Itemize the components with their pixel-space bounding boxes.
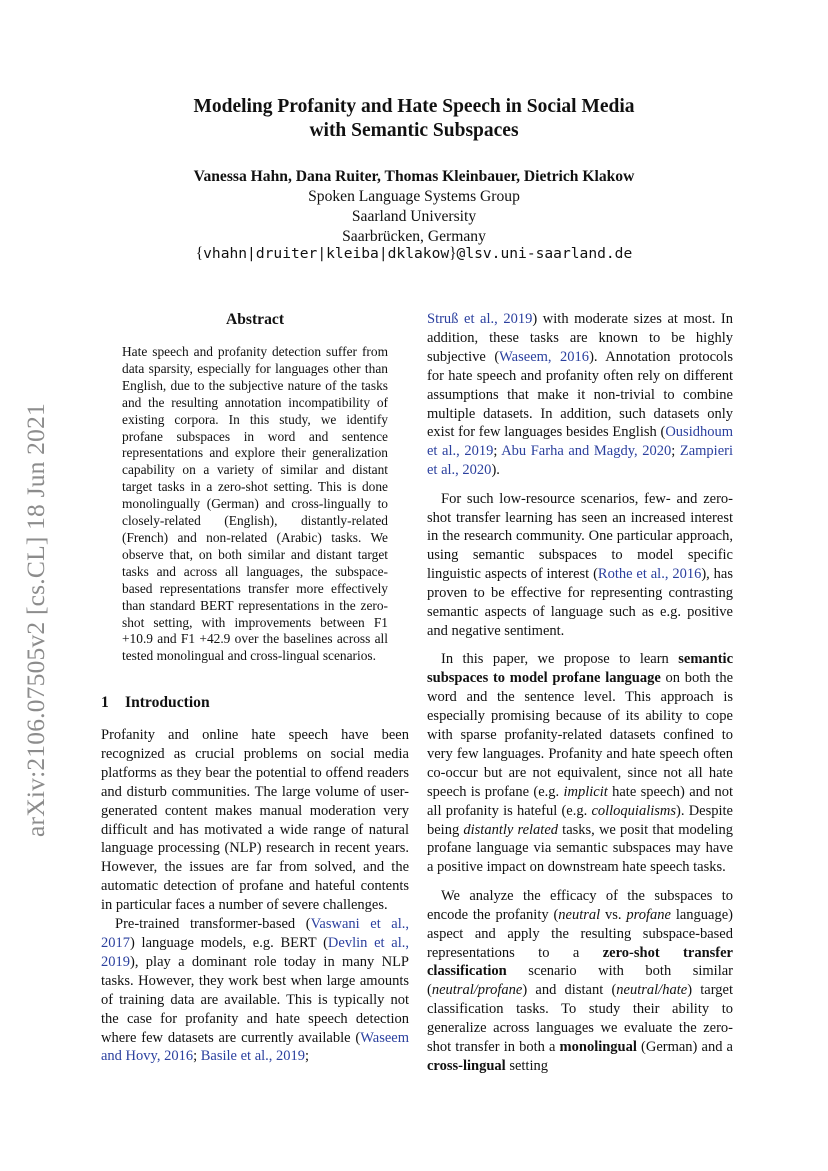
abstract-heading: Abstract xyxy=(225,311,285,328)
citation-link[interactable]: Waseem and Hovy, 2016 xyxy=(101,1029,409,1065)
email-usernames: vhahn|druiter|kleiba|dklakow xyxy=(203,245,450,262)
citation-link[interactable]: Abu Farha and Magdy, 2020 xyxy=(501,443,672,460)
title-line-2: with Semantic Subspaces xyxy=(309,120,519,141)
left-column-body xyxy=(101,726,409,1066)
citation-link[interactable]: Basile et al., 2019 xyxy=(200,1048,306,1065)
right-paragraph-2: For such low-resource scenarios, few- and zero-shot transfer learning has seen an increased interest in the research community. One particular approach, using semantic subspaces to model specific linguistic aspects of interest (Rothe et al., 2016), has proven to be effective for representing contrasting semantic aspects of language such as e.g. positive and negative sentiment. xyxy=(427,490,733,639)
email-brace-close: } xyxy=(449,245,457,262)
author-emails xyxy=(0,245,828,263)
affiliation-block xyxy=(0,187,828,247)
section-heading-introduction xyxy=(101,694,210,712)
right-paragraph-4: We analyze the efficacy of the subspaces to encode the profanity (neutral vs. profane language) aspect and apply the resulting subspace-based representations to a zero-shot transfer classification scenario with both similar (neutral/profane) and distant (neutral/hate) target classification tasks. To study their ability to generalize across languages we evaluate the zero-shot transfer in both a monolingual (German) and a cross-lingual setting xyxy=(427,887,733,1074)
affiliation-group: Spoken Language Systems Group xyxy=(308,188,520,205)
citation-link[interactable]: Waseem, 2016 xyxy=(499,348,590,365)
right-paragraph-3: In this paper, we propose to learn semantic subspaces to model profane language on both the word and the sentence level. This approach is especially promising because of its ability to cope with sparse profanity-related datasets confined to very few languages. Profanity and hate speech often co-occur but are not equivalent, since not all hate speech is profane (e.g. implicit hate speech) and not all profanity is hateful (e.g. colloquialisms). Despite being distantly related tasks, we posit that modeling profane language via semantic subspaces may have a positive impact on downstream hate speech tasks. xyxy=(427,651,734,876)
email-domain: @lsv.uni-saarland.de xyxy=(456,245,633,262)
citation-link[interactable]: Zampieri et al., 2020 xyxy=(427,443,734,479)
citation-link[interactable]: Ousidhoum et al., 2019 xyxy=(427,424,733,460)
right-paragraph-1: Struß et al., 2019) with moderate sizes at most. In addition, these tasks are known to be highly subjective (Waseem, 2016). Annotation protocols for hate speech and profanity often rely on different assumptions that make it non-trivial to combine multiple datasets. In addition, such datasets only exist for few languages besides English (Ousidhoum et al., 2019; Abu Farha and Magdy, 2020; Zampieri et al., 2020). xyxy=(427,311,734,479)
section-number: 1 xyxy=(101,694,109,711)
citation-link[interactable]: Vaswani et al., 2017 xyxy=(101,916,409,951)
intro-paragraph-2: Pre-trained transformer-based (Vaswani et al., 2017) language models, e.g. BERT (Devlin et al., 2019), play a dominant role today in many NLP tasks. However, they work best when large amounts of training data are available. This is typically not the case for profanity and hate speech detection where few datasets are currently available (Waseem and Hovy, 2016; Basile et al., 2019; xyxy=(101,916,409,1065)
abstract-text: Hate speech and profanity detection suffer from data sparsity, especially for languages other than English, due to the subjective nature of the tasks and the resulting annotation incompatibility of existing corpora. In this study, we identify profane subspaces in word and sentence representations and explore their generalization capability on a variety of similar and distant target tasks in a zero-shot setting. This is done monolingually (German) and cross-lingually to closely-related (English), distantly-related (French) and non-related (Arabic) tasks. We observe that, on both similar and distant target tasks and across all languages, the subspace-based representations transfer more effectively than standard BERT representations in the zero-shot setting, with improvements between F1 +10.9 and F1 +42.9 over the baselines across all tested monolingual and cross-lingual scenarios. xyxy=(122,344,388,664)
affiliation-university: Saarland University xyxy=(351,208,477,225)
paper-title xyxy=(0,95,828,143)
arxiv-id-label: arXiv:2106.07505v2 [cs.CL] 18 Jun 2021 xyxy=(21,403,50,837)
citation-link[interactable]: Rothe et al., 2016 xyxy=(597,566,702,583)
citation-link[interactable]: Devlin et al., 2019 xyxy=(101,934,409,970)
citation-link[interactable]: Struß et al., 2019 xyxy=(427,311,533,327)
affiliation-location: Saarbrücken, Germany xyxy=(342,228,486,245)
intro-paragraph-1: Profanity and online hate speech have been recognized as crucial problems on social media platforms as they bear the potential to offend readers and disturb communities. The large volume of user-generated content makes manual moderation very difficult and has motivated a wide range of natural language processing (NLP) research in recent years. However, the issues are far from solved, and the automatic detection of profane and hateful contents in particular faces a number of severe challenges. xyxy=(101,727,409,914)
section-title: Introduction xyxy=(125,694,210,711)
email-brace-open: { xyxy=(195,245,204,262)
arxiv-side-stamp xyxy=(10,370,62,870)
title-line-1: Modeling Profanity and Hate Speech in Social Media xyxy=(193,96,635,117)
author-list: Vanessa Hahn, Dana Ruiter, Thomas Kleinbauer, Dietrich Klakow xyxy=(193,168,635,185)
right-column-body xyxy=(427,310,733,1076)
